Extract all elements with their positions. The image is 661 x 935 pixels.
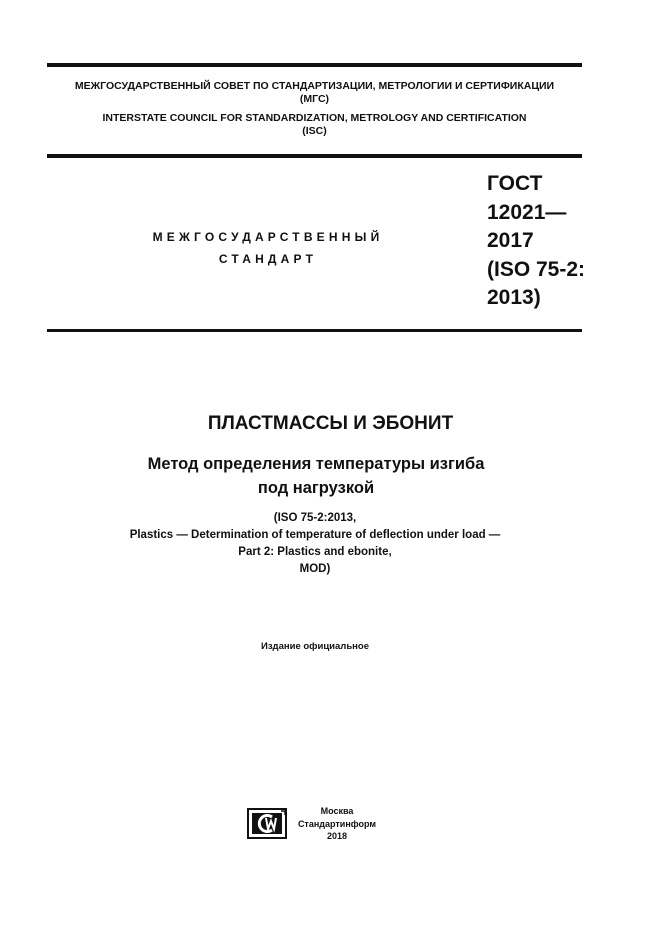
- designation-line3: 2017: [487, 229, 534, 252]
- document-subtitle: [0, 452, 632, 500]
- publisher-city: Москва: [320, 806, 354, 816]
- council-name-ru: [47, 80, 582, 106]
- designation-line1: ГОСТ: [487, 172, 543, 195]
- edition-label: Издание официальное: [261, 641, 369, 652]
- publisher-block: [295, 805, 379, 843]
- iso-reference-line1: (ISO 75-2:2013,: [273, 512, 357, 524]
- iso-reference-line3: Part 2: Plastics and ebonite,: [238, 546, 392, 558]
- council-en-line1: INTERSTATE COUNCIL FOR STANDARDIZATION, METROLOGY AND CERTIFICATION: [102, 112, 527, 124]
- designation-bottom-rule: [47, 329, 582, 332]
- council-ru-line2: (МГС): [299, 93, 330, 105]
- iso-reference-line2: Plastics — Determination of temperature of deflection under load —: [129, 529, 501, 541]
- header-bottom-rule: [47, 154, 582, 158]
- publisher-year: 2018: [326, 831, 348, 841]
- subtitle-line2: под нагрузкой: [257, 479, 375, 497]
- designation-line5: 2013): [487, 286, 541, 309]
- council-ru-line1: МЕЖГОСУДАРСТВЕННЫЙ СОВЕТ ПО СТАНДАРТИЗАЦИИ, МЕТРОЛОГИИ И СЕРТИФИКАЦИИ: [74, 80, 555, 92]
- top-rule: [47, 63, 582, 67]
- designation-line4: (ISO 75-2:: [487, 257, 586, 281]
- council-name-en: [47, 112, 582, 138]
- council-en-line2: (ISC): [302, 125, 327, 137]
- standartinform-logo-icon: [247, 808, 287, 839]
- subtitle-line1: Метод определения температуры изгиба: [147, 455, 485, 473]
- standard-type: [120, 226, 416, 270]
- designation-line2: 12021—: [487, 200, 567, 224]
- publisher-name: Стандартинформ: [297, 818, 377, 829]
- standard-type-line1: МЕЖГОСУДАРСТВЕННЫЙ: [152, 230, 384, 244]
- standard-designation: [487, 170, 585, 313]
- standard-type-line2: СТАНДАРТ: [218, 252, 318, 266]
- iso-reference: [0, 510, 630, 578]
- document-title: ПЛАСТМАССЫ И ЭБОНИТ: [207, 413, 454, 434]
- iso-reference-line4: MOD): [299, 563, 331, 575]
